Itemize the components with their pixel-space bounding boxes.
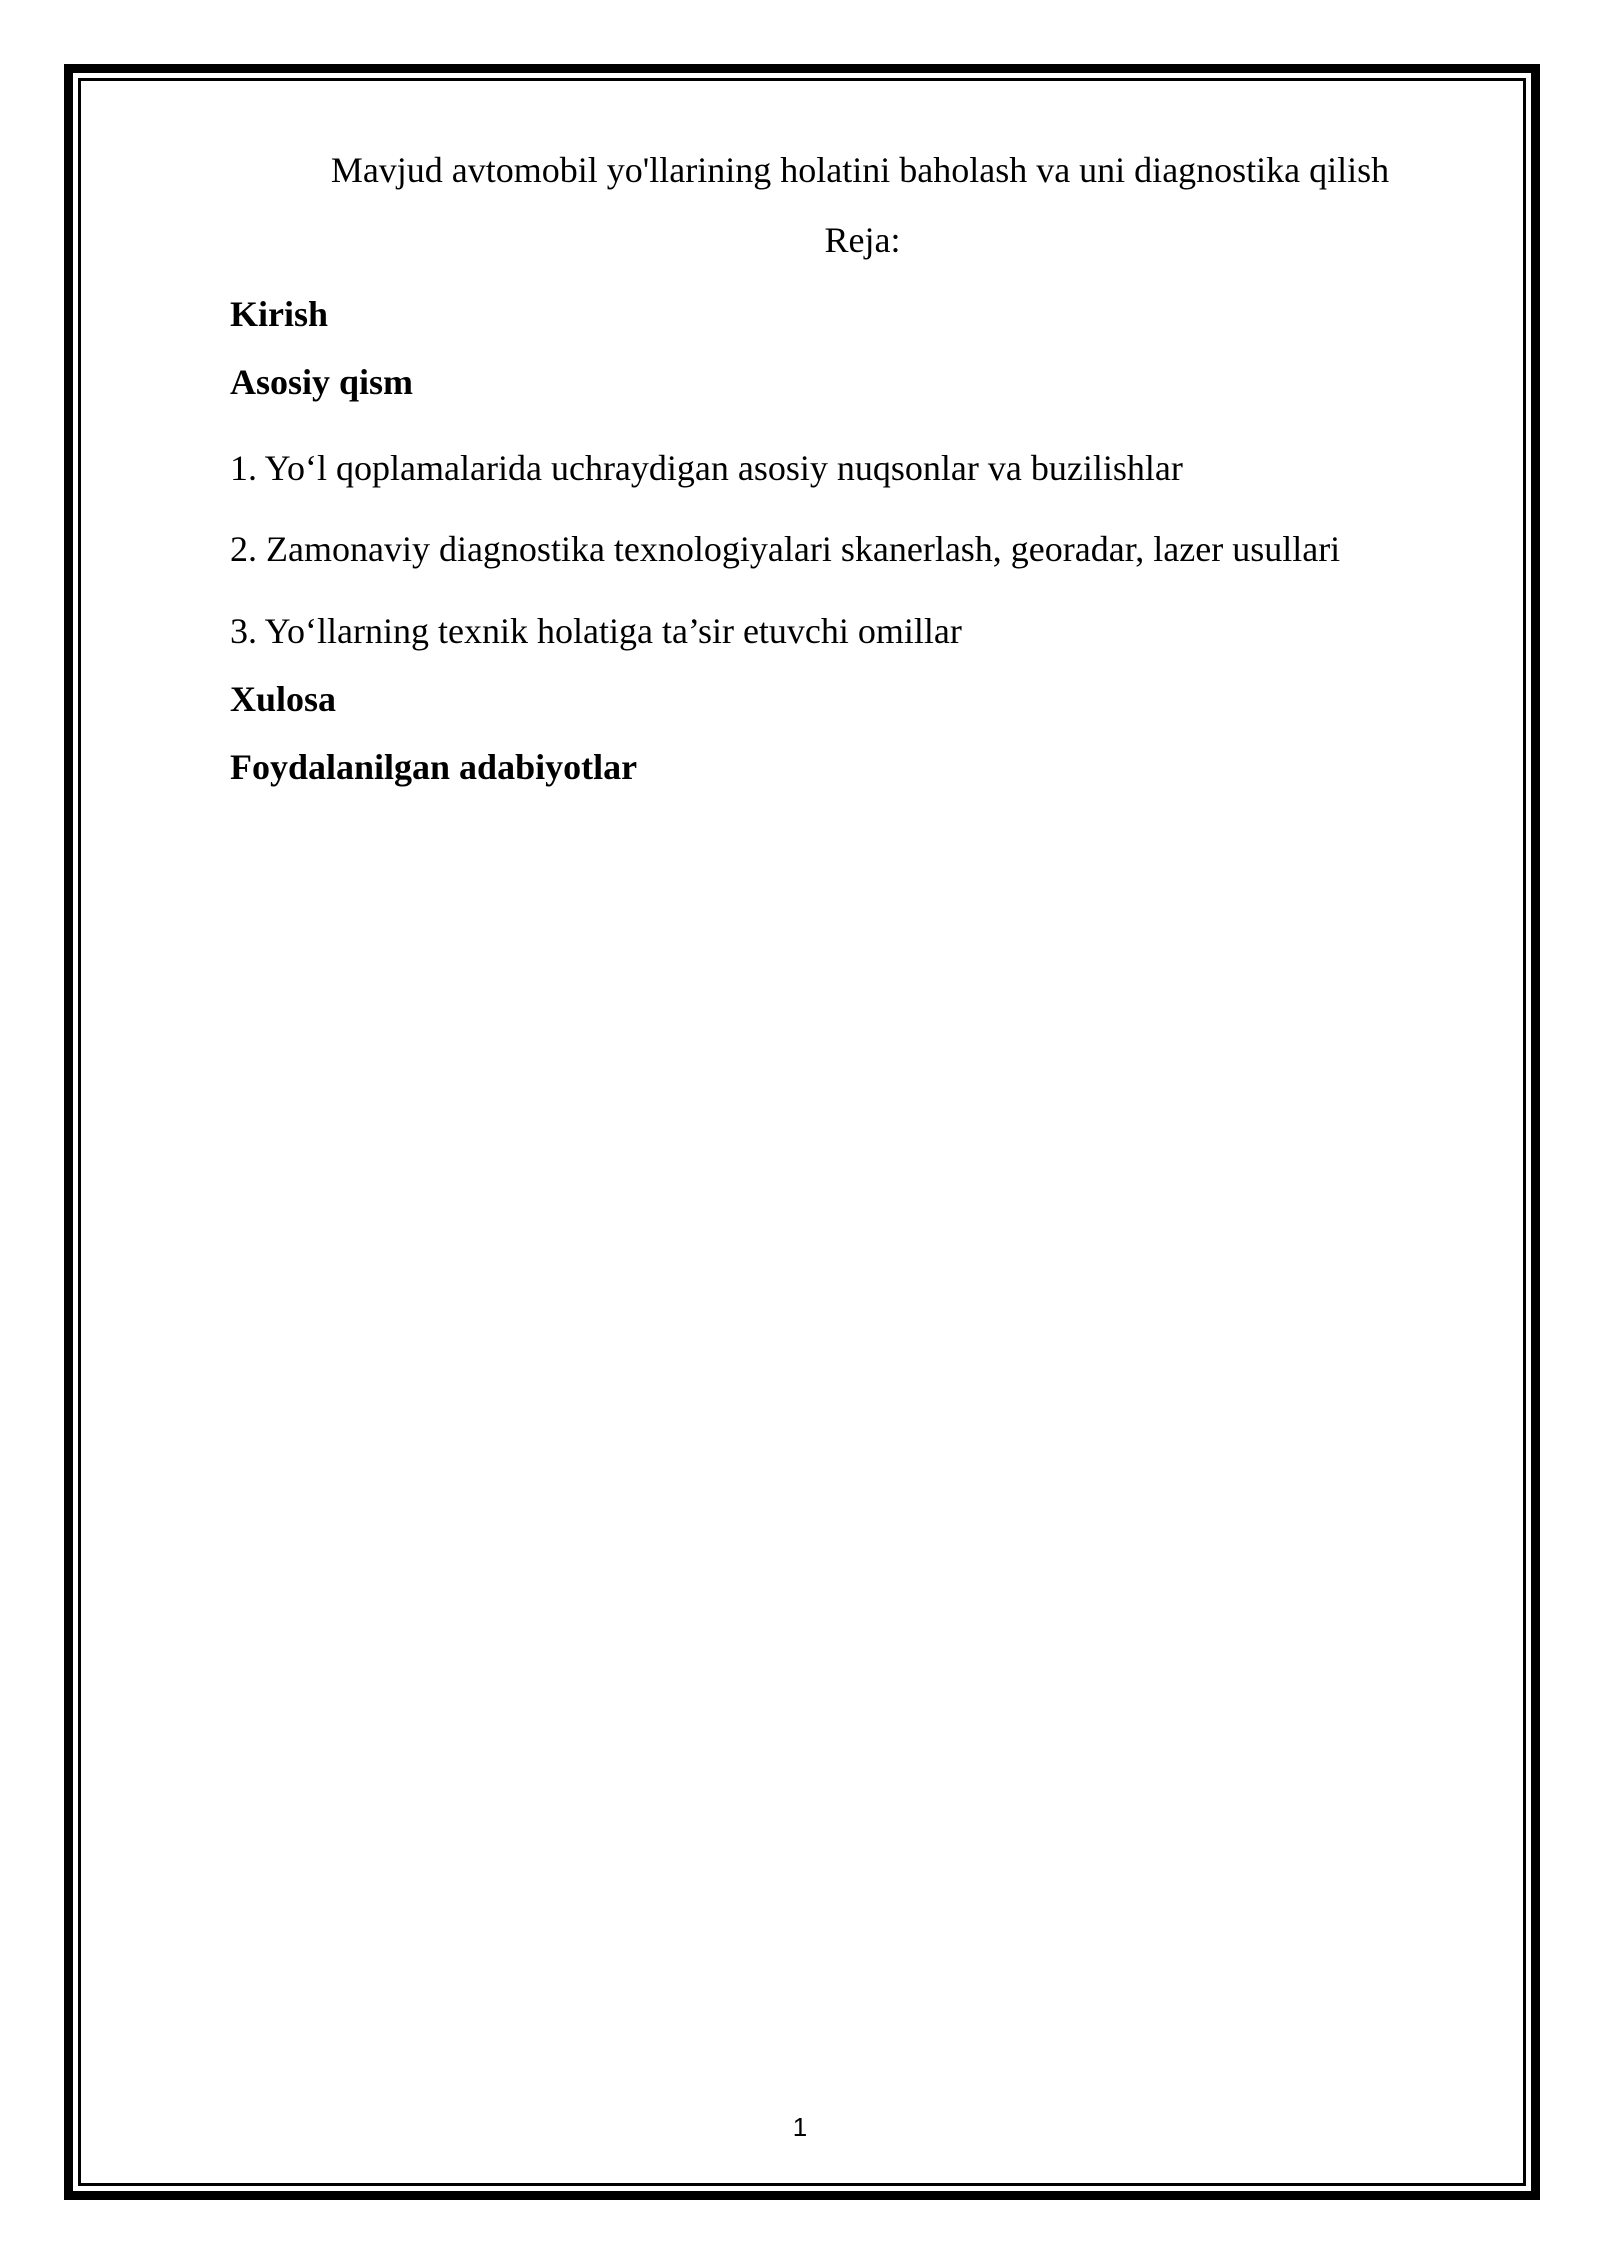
toc-item-3: 3. Yo‘llarning texnik holatiga ta’sir etuvchi omillar [230,611,962,651]
toc-conclusion: Xulosa [230,679,337,719]
document-title: Mavjud avtomobil yo'llarining holatini baholash va uni diagnostika qilish [330,150,1390,190]
toc-main-part: Asosiy qism [230,362,414,402]
toc-item-1: 1. Yo‘l qoplamalarida uchraydigan asosiy nuqsonlar va buzilishlar [230,448,1183,488]
toc-item-2: 2. Zamonaviy diagnostika texnologiyalari skanerlash, georadar, lazer usullari [230,529,1341,569]
plan-heading: Reja: [824,220,901,260]
toc-references: Foydalanilgan adabiyotlar [230,747,638,787]
toc-intro: Kirish [230,294,329,334]
page-number: 1 [792,2112,808,2142]
